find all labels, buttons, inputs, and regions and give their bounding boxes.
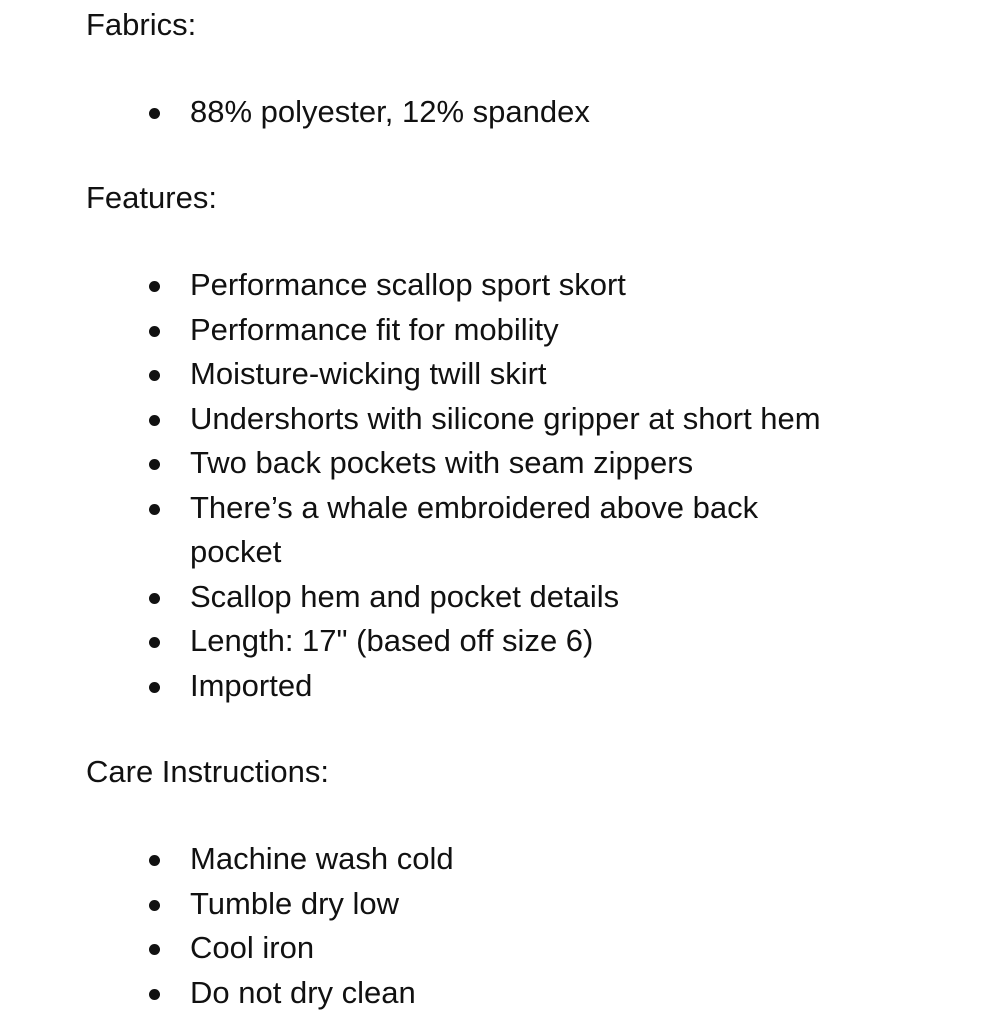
bullet-icon — [149, 989, 160, 1000]
list-item — [0, 837, 1000, 882]
bullet-icon — [149, 504, 160, 515]
bullet-icon — [149, 637, 160, 648]
bullet-icon — [149, 415, 160, 426]
list-item-text: Imported — [190, 668, 312, 703]
care-instructions-list — [0, 837, 1000, 1015]
list-item-text: There’s a whale embroidered above back pocket — [190, 490, 758, 570]
bullet-icon — [149, 326, 160, 337]
list-item-text: Machine wash cold — [190, 841, 454, 876]
list-item — [0, 619, 1000, 664]
list-item — [0, 352, 1000, 397]
bullet-icon — [149, 682, 160, 693]
list-item-text: Scallop hem and pocket details — [190, 579, 619, 614]
list-item — [0, 971, 1000, 1015]
list-item-text: Cool iron — [190, 930, 314, 965]
bullet-icon — [149, 281, 160, 292]
list-item-text: 88% polyester, 12% spandex — [190, 94, 590, 129]
list-item — [0, 397, 1000, 442]
bullet-icon — [149, 370, 160, 381]
list-item — [0, 575, 1000, 620]
bullet-icon — [149, 108, 160, 119]
list-item — [0, 926, 1000, 971]
list-item — [0, 90, 1000, 135]
fabrics-heading: Fabrics: — [86, 3, 196, 47]
bullet-icon — [149, 593, 160, 604]
bullet-icon — [149, 944, 160, 955]
list-item-text: Tumble dry low — [190, 886, 399, 921]
features-list — [0, 263, 1000, 708]
bullet-icon — [149, 900, 160, 911]
care-instructions-heading: Care Instructions: — [86, 750, 329, 794]
bullet-icon — [149, 459, 160, 470]
list-item — [0, 486, 1000, 575]
list-item — [0, 882, 1000, 927]
list-item — [0, 664, 1000, 709]
list-item-text: Performance fit for mobility — [190, 312, 559, 347]
list-item-text: Do not dry clean — [190, 975, 416, 1010]
list-item-text: Undershorts with silicone gripper at short hem — [190, 401, 821, 436]
list-item — [0, 263, 1000, 308]
list-item-text: Length: 17" (based off size 6) — [190, 623, 593, 658]
list-item — [0, 441, 1000, 486]
features-heading: Features: — [86, 176, 217, 220]
list-item-text: Moisture-wicking twill skirt — [190, 356, 547, 391]
bullet-icon — [149, 855, 160, 866]
list-item — [0, 308, 1000, 353]
list-item-text: Two back pockets with seam zippers — [190, 445, 693, 480]
list-item-text: Performance scallop sport skort — [190, 267, 626, 302]
fabrics-list — [0, 90, 1000, 135]
